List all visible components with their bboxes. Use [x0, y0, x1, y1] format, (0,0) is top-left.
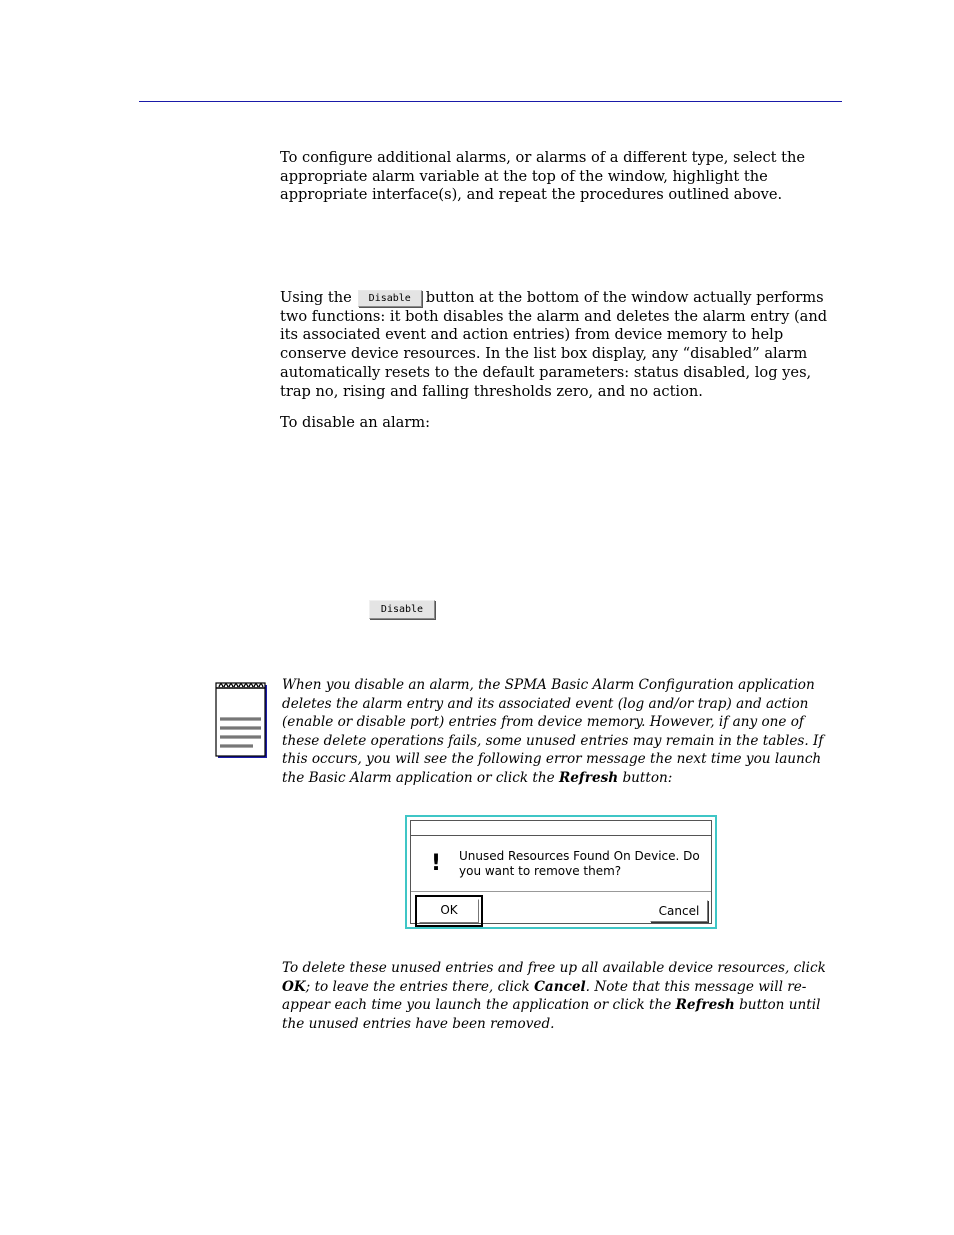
- exclamation-icon: !: [431, 851, 442, 876]
- paragraph-disable-description: [280, 289, 842, 401]
- note-delete-instructions: [282, 959, 842, 1033]
- disable-button[interactable]: Disable: [369, 600, 435, 619]
- dialog-title-bar: [411, 821, 711, 836]
- paragraph-configure-alarms: To configure additional alarms, or alarms of a different type, select the appropriate alarm variable at the top of the window, highlight the appropriate interface(s), and repeat the procedures outlined above.: [280, 149, 806, 204]
- paragraph-to-disable: To disable an alarm:: [280, 414, 431, 431]
- disable-text-before: Using the: [280, 289, 352, 306]
- note2-ok-bold: OK: [282, 978, 306, 995]
- ok-button-label: OK: [419, 899, 479, 923]
- dialog-message: Unused Resources Found On Device. Do you want to remove them?: [459, 849, 700, 878]
- dialog-separator: [411, 891, 711, 892]
- note-disable-warning: [282, 676, 842, 788]
- disable-button-inline[interactable]: Disable: [358, 290, 422, 307]
- note2-text-2: ; to leave the entries there, click: [305, 978, 530, 995]
- notepad-icon: [215, 679, 269, 759]
- note-text: When you disable an alarm, the SPMA Basic Alarm Configuration application deletes the alarm entry and its associated event (log and/or trap) and action (enable or disable port) entries from device memory. However, if any one of these delete operations fails, some unused entries may remain in the tables. If this occurs, you will see the following error message the next time you launch the Basic Alarm application or click the: [282, 677, 824, 786]
- dialog-frame: [410, 820, 712, 924]
- note-refresh-bold: Refresh: [558, 769, 619, 786]
- cancel-button[interactable]: Cancel: [650, 900, 708, 922]
- disable-text-after: button at the bottom of the window actually performs two functions: it both disables the alarm and deletes the alarm entry (and its associated event and action entries) from device memory to help conserve device resources. In the list box display, any “disabled” alarm automatically resets to the default parameters: status disabled, log yes, trap no, rising and falling thresholds zero, and no action.: [280, 289, 828, 400]
- note2-refresh-bold: Refresh: [675, 997, 735, 1014]
- note2-text-4: button until the unused entries have been removed.: [282, 997, 821, 1032]
- unused-resources-dialog: [405, 815, 717, 929]
- note-text-end: button:: [622, 769, 673, 786]
- note2-text-1: To delete these unused entries and free up all available device resources, click: [282, 960, 826, 976]
- header-rule: [139, 101, 842, 102]
- note2-text-3: . Note that this message will re-appear each time you launch the application or click the: [282, 978, 807, 1014]
- note2-cancel-bold: Cancel: [534, 978, 586, 995]
- ok-button[interactable]: [415, 895, 483, 927]
